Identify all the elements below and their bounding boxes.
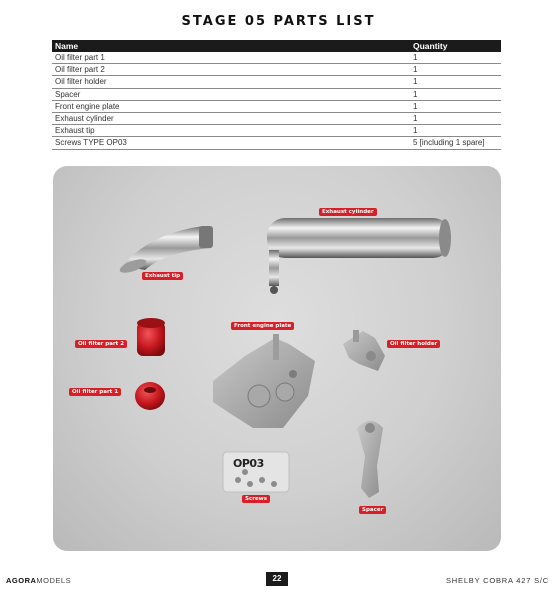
part-name: Spacer	[52, 88, 410, 100]
part-quantity: 1	[410, 125, 501, 137]
front-engine-plate-image	[213, 334, 315, 428]
table-header-row	[52, 40, 501, 52]
table-row	[52, 64, 501, 76]
page-footer	[0, 572, 557, 590]
model-name: SHELBY COBRA 427 S/C	[446, 576, 549, 585]
screws-bag-label: OP03	[233, 457, 264, 470]
part-name: Oil filter part 1	[52, 52, 410, 64]
part-name: Front engine plate	[52, 100, 410, 112]
part-quantity: 5 [including 1 spare]	[410, 137, 501, 149]
label-exhaust-cylinder: Exhaust cylinder	[319, 208, 377, 216]
part-name: Exhaust tip	[52, 125, 410, 137]
part-quantity: 1	[410, 112, 501, 124]
label-front-engine-plate: Front engine plate	[231, 322, 294, 330]
table-row	[52, 125, 501, 137]
label-screws: Screws	[242, 495, 270, 503]
column-header-quantity: Quantity	[410, 40, 501, 52]
table-row	[52, 137, 501, 149]
spacer-image	[357, 421, 383, 498]
part-quantity: 1	[410, 100, 501, 112]
oil-filter-part-1-image	[135, 382, 165, 410]
page-number: 22	[266, 572, 288, 586]
table-row	[52, 76, 501, 88]
parts-table	[52, 40, 501, 150]
oil-filter-part-2-image	[137, 318, 165, 356]
table-row	[52, 88, 501, 100]
parts-photo	[53, 166, 501, 551]
brand-logo	[6, 576, 71, 585]
part-quantity: 1	[410, 52, 501, 64]
page-title: STAGE 05 PARTS LIST	[181, 14, 376, 29]
brand-bold: AGORA	[6, 576, 37, 585]
exhaust-cylinder-image	[267, 218, 451, 294]
table-row	[52, 100, 501, 112]
column-header-name: Name	[52, 40, 410, 52]
part-quantity: 1	[410, 64, 501, 76]
part-name: Oil filter holder	[52, 76, 410, 88]
table-row	[52, 112, 501, 124]
label-spacer: Spacer	[359, 506, 386, 514]
part-name: Oil filter part 2	[52, 64, 410, 76]
part-quantity: 1	[410, 88, 501, 100]
label-oil-filter-part-1: Oil filter part 1	[69, 388, 121, 396]
part-name: Exhaust cylinder	[52, 112, 410, 124]
part-quantity: 1	[410, 76, 501, 88]
table-row	[52, 52, 501, 64]
oil-filter-holder-image	[343, 330, 385, 371]
exhaust-tip-image	[118, 226, 213, 275]
label-exhaust-tip: Exhaust tip	[142, 272, 183, 280]
part-name: Screws TYPE OP03	[52, 137, 410, 149]
label-oil-filter-part-2: Oil filter part 2	[75, 340, 127, 348]
label-oil-filter-holder: Oil filter holder	[387, 340, 440, 348]
brand-rest: MODELS	[36, 576, 72, 585]
